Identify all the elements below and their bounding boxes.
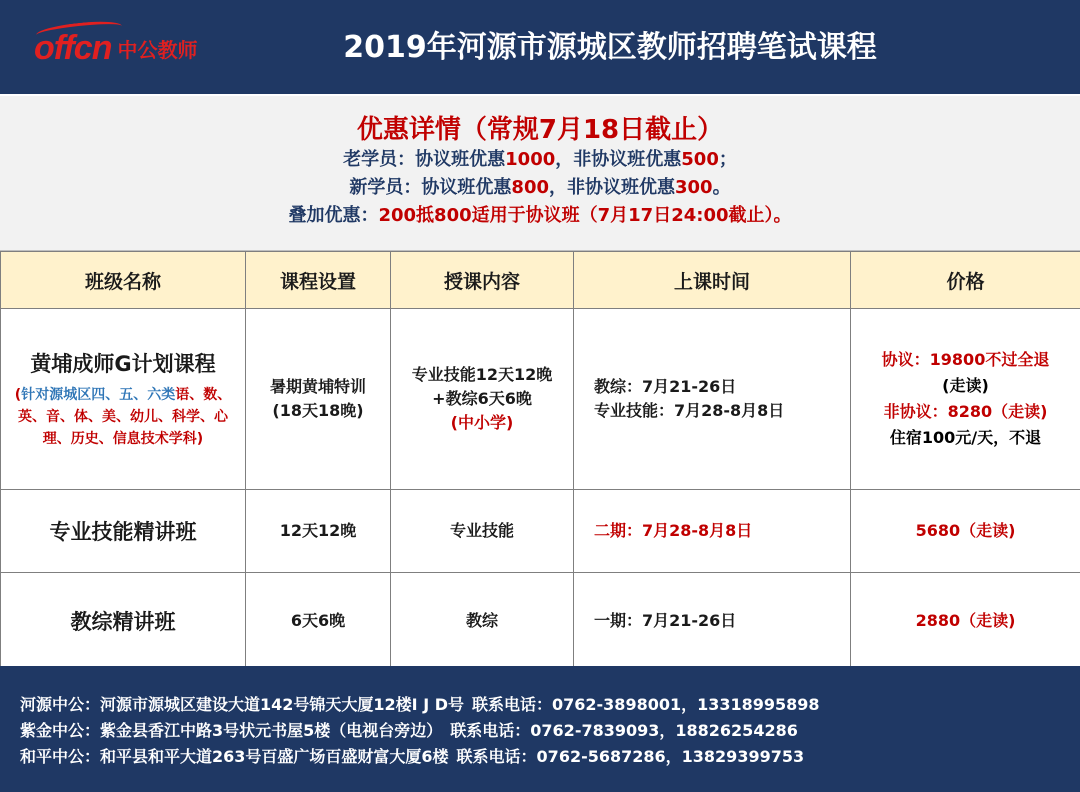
- promo-new-end: 。: [712, 177, 731, 198]
- promo-new-label: 新学员：协议班优惠: [349, 177, 512, 198]
- logo-mark-text: offcn: [34, 28, 112, 67]
- setting-line-1: 暑期黄埔特训: [269, 377, 366, 396]
- header-schedule: 上课时间: [574, 252, 851, 309]
- table-row: [1, 490, 1080, 573]
- promo-stack-label: 叠加优惠：: [288, 205, 379, 226]
- header-banner: [0, 0, 1080, 96]
- contact-line-zijin: [20, 718, 1080, 744]
- promo-title: 优惠详情（常规7月18日截止）: [356, 115, 724, 145]
- promo-old-end: ；: [718, 149, 737, 170]
- contact-line-heyuan: [20, 692, 1080, 718]
- course-subjects-open: (: [14, 387, 22, 403]
- promo-old-students: [0, 146, 1080, 174]
- promo-section: [0, 96, 1080, 251]
- content-cell: 教综: [391, 573, 574, 669]
- logo-mark: [34, 29, 111, 68]
- schedule-line-1: 教综：7月21-26日: [594, 377, 737, 396]
- setting-cell: [246, 309, 391, 490]
- offcn-logo: [34, 26, 197, 70]
- content-line-2: +教综6天6晚: [432, 389, 532, 408]
- address-heping: 和平中公：和平县和平大道263号百盛广场百盛财富大厦6楼: [20, 747, 449, 766]
- setting-cell: 6天6晚: [246, 573, 391, 669]
- promo-old-label: 老学员：协议班优惠: [343, 149, 506, 170]
- page-title: 2019年河源市源城区教师招聘笔试课程: [343, 30, 877, 65]
- content-cell: [391, 309, 574, 490]
- footer-contacts: [0, 666, 1080, 792]
- table-row: [1, 309, 1080, 490]
- course-name: 黄埔成师G计划课程: [30, 352, 216, 376]
- schedule-cell: 一期：7月21-26日: [574, 573, 851, 669]
- price-cell: [851, 309, 1080, 490]
- promo-old-mid: ，非协议班优惠: [555, 149, 682, 170]
- phone-heping: 联系电话：0762-5687286，13829399753: [456, 747, 805, 766]
- header-course-setting: 课程设置: [246, 252, 391, 309]
- course-subjects: [5, 384, 241, 450]
- price-cell: 5680（走读): [851, 490, 1080, 573]
- promo-stack-discount: [0, 202, 1080, 230]
- logo-text: 中公教师: [117, 37, 198, 62]
- price-line-3: 非协议：8280（走读): [883, 402, 1048, 421]
- promo-new-mid: ，非协议班优惠: [549, 177, 675, 198]
- price-cell: 2880（走读): [851, 573, 1080, 669]
- content-cell: 专业技能: [391, 490, 574, 573]
- promo-stack-text: 200抵800适用于协议班（7月17日24:00截止）。: [378, 205, 792, 226]
- setting-line-2: (18天18晚): [272, 401, 364, 420]
- table-row: [1, 573, 1080, 669]
- content-line-3: (中小学): [450, 413, 514, 432]
- course-table: [0, 251, 1080, 669]
- price-line-1: 协议：19800不过全退: [881, 350, 1050, 369]
- content-line-1: 专业技能12天12晚: [411, 365, 553, 384]
- course-name: 专业技能精讲班: [1, 490, 246, 573]
- class-name-cell: [1, 309, 246, 490]
- promo-new-value-1: 800: [511, 177, 549, 198]
- header-class-name: 班级名称: [1, 252, 246, 309]
- promo-new-value-2: 300: [675, 177, 713, 198]
- phone-zijin: 联系电话：0762-7839093，18826254286: [450, 721, 798, 740]
- price-line-4: 住宿100元/天，不退: [889, 428, 1042, 447]
- course-subjects-list: 语、数、英、音、体、美、幼儿、科学、心理、历史、信息技术学科): [18, 387, 232, 447]
- table-header-row: [1, 252, 1080, 309]
- contact-line-heping: [20, 744, 1080, 770]
- promo-old-value-1: 1000: [505, 149, 556, 170]
- course-name: 教综精讲班: [1, 573, 246, 669]
- schedule-cell: [574, 309, 851, 490]
- course-subjects-target: 针对源城区四、五、六类: [21, 387, 176, 403]
- promo-new-students: [0, 174, 1080, 202]
- header-price: 价格: [851, 252, 1080, 309]
- schedule-line-2: 专业技能：7月28-8月8日: [594, 401, 785, 420]
- price-line-2: (走读): [942, 376, 989, 395]
- address-heyuan: 河源中公：河源市源城区建设大道142号锦天大厦12楼I J D号: [20, 695, 464, 714]
- phone-heyuan: 联系电话：0762-3898001，13318995898: [472, 695, 820, 714]
- schedule-cell: 二期：7月28-8月8日: [574, 490, 851, 573]
- address-zijin: 紫金中公：紫金县香江中路3号状元书屋5楼（电视台旁边）: [20, 721, 443, 740]
- header-content: 授课内容: [391, 252, 574, 309]
- promo-old-value-2: 500: [681, 149, 719, 170]
- setting-cell: 12天12晚: [246, 490, 391, 573]
